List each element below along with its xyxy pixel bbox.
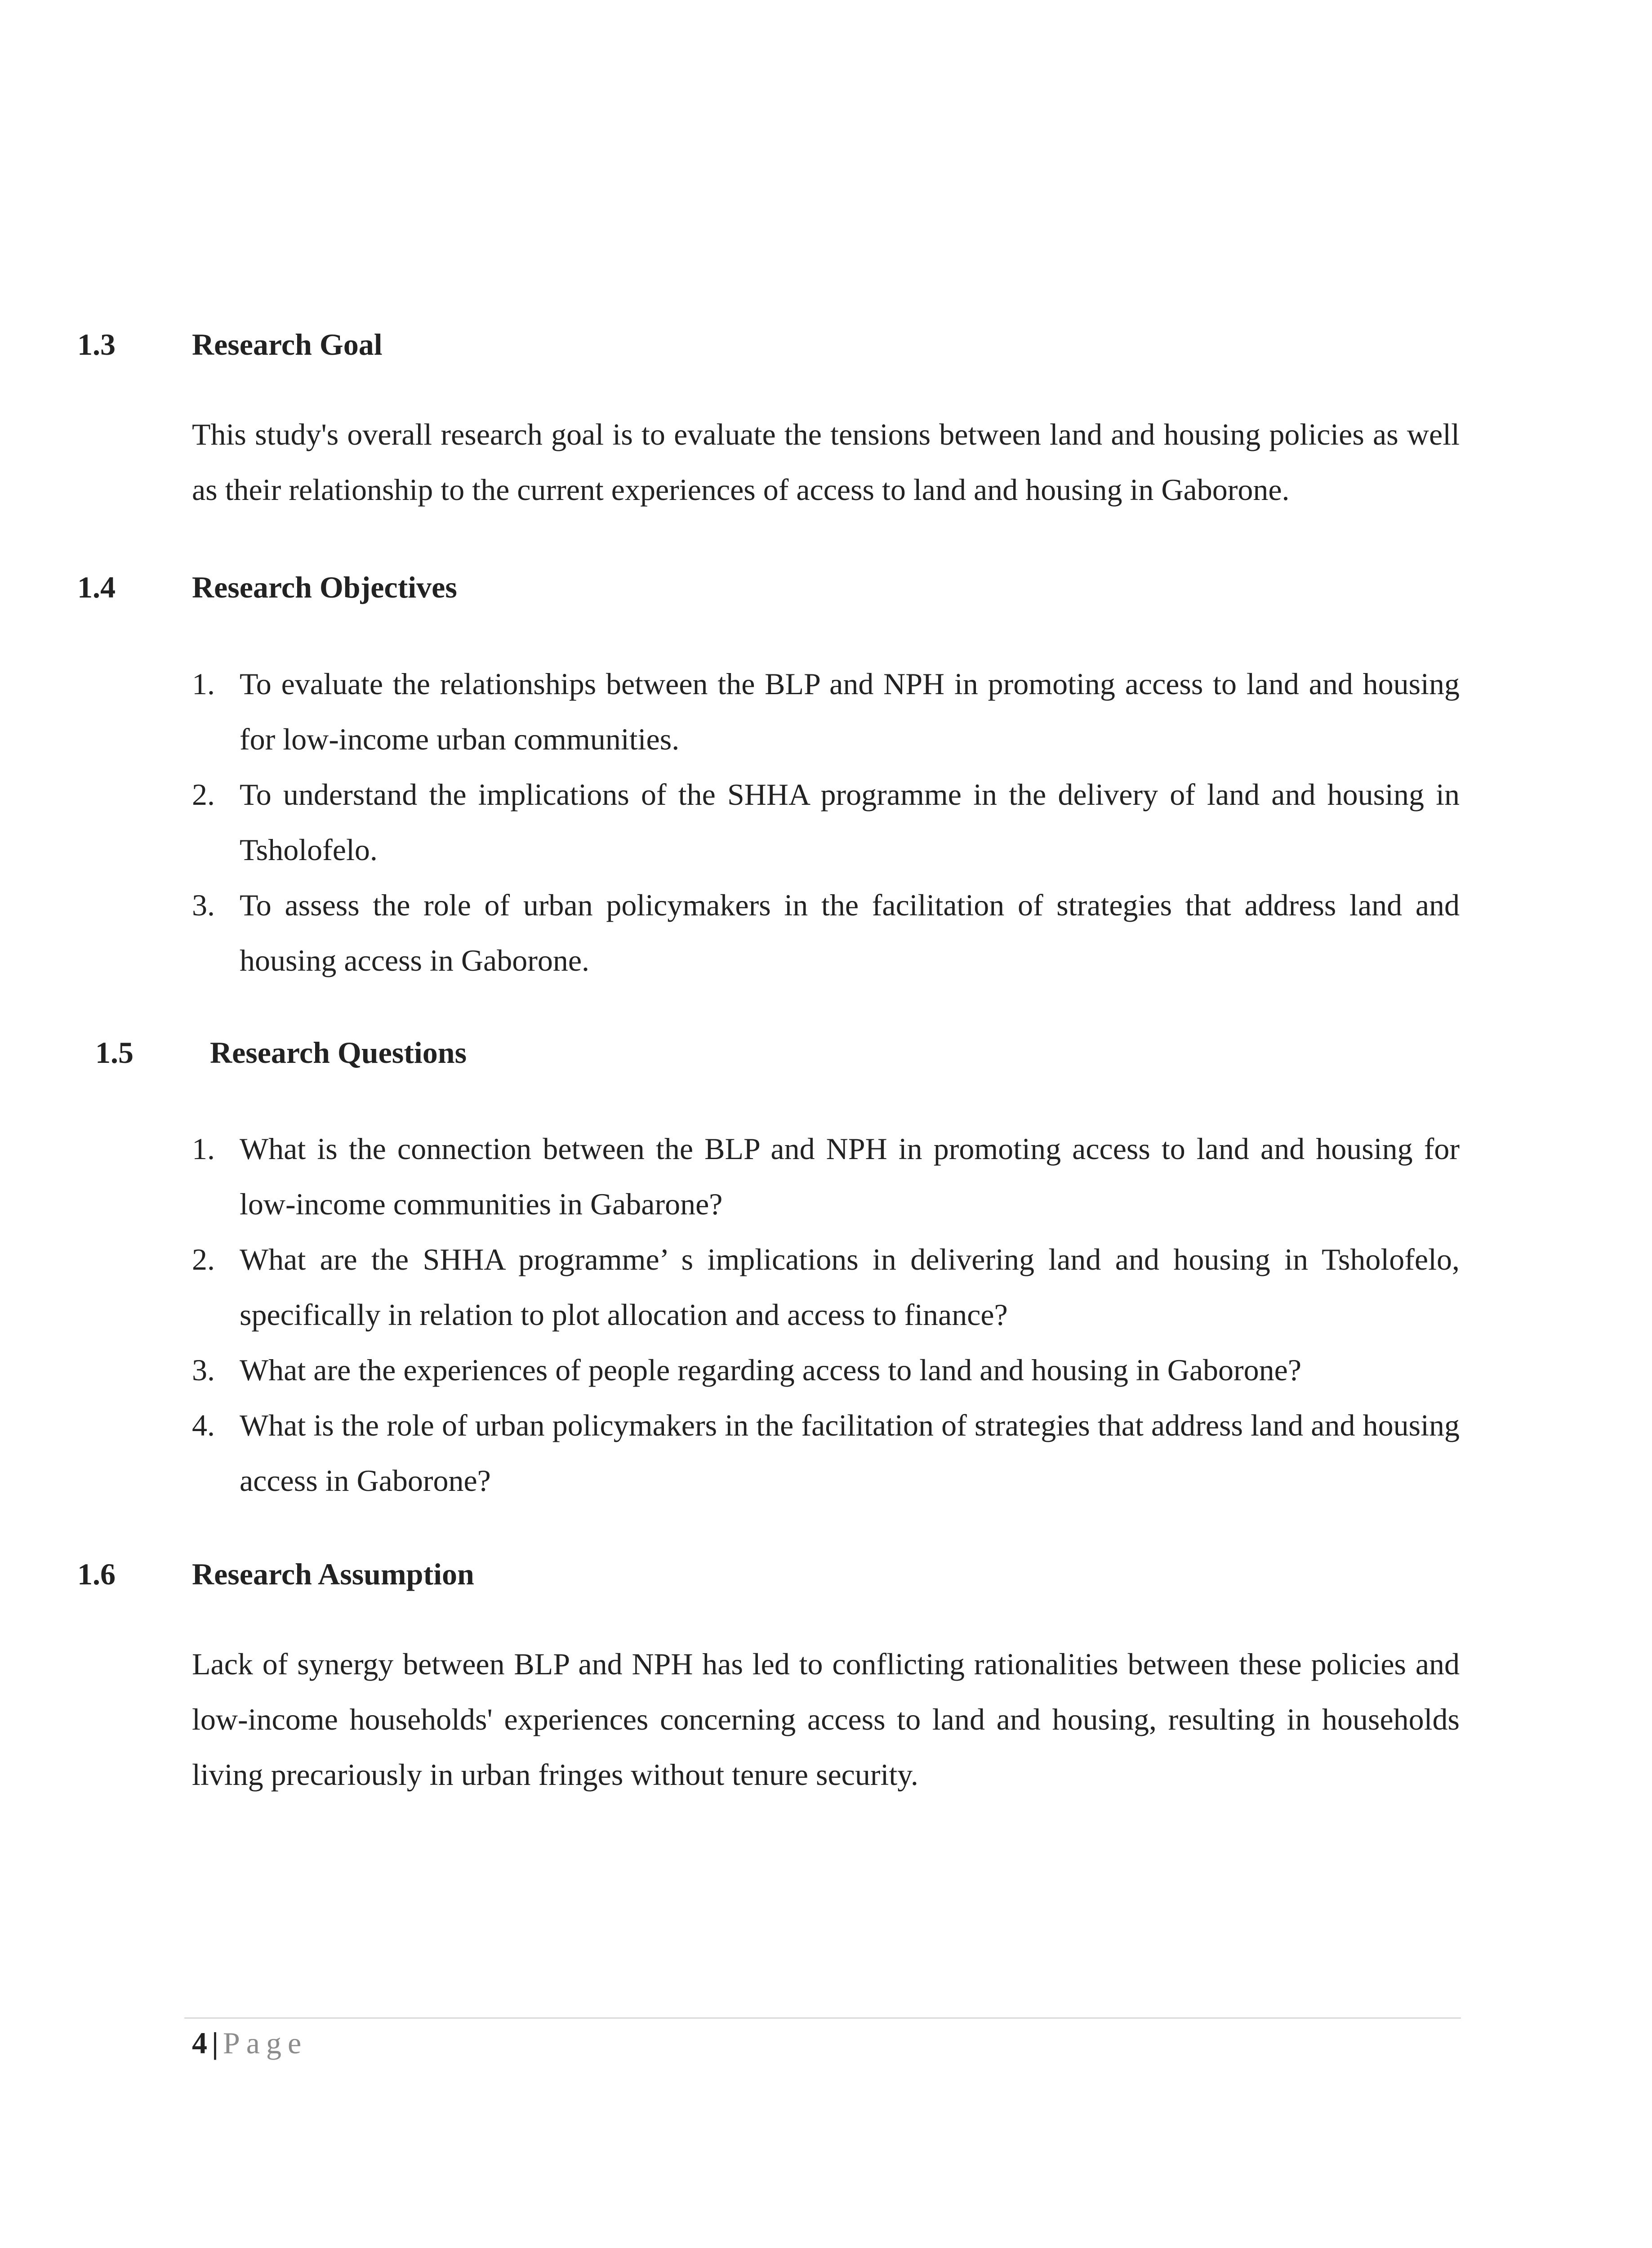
list-item [192,1343,1460,1398]
list-marker: 4. [192,1408,215,1442]
list-item [192,656,1460,767]
list-marker: 2. [192,777,215,812]
list-item-text: To assess the role of urban policymakers in the facilitation of strategies that address land and housing access in Gaborone. [240,888,1460,977]
section-title: Research Assumption [192,1557,474,1591]
list-marker: 1. [192,1132,215,1166]
footer-separator: | [212,2026,218,2060]
section-heading-research-objectives [77,570,457,604]
list-item-text: To evaluate the relationships between the BLP and NPH in promoting access to land and housing for low-income urban communities. [240,667,1460,756]
research-objectives-list [192,656,1460,988]
research-questions-list [192,1121,1460,1508]
research-goal-paragraph: This study's overall research goal is to evaluate the tensions between land and housing policies as well as their relationship to the current experiences of access to land and housing in Gaborone. [192,417,1460,507]
list-item [192,767,1460,878]
list-item-text: What are the SHHA programme’ s implications in delivering land and housing in Tsholofelo, specifically in relation to plot allocation and access to finance? [240,1242,1460,1332]
list-item-text: To understand the implications of the SHHA programme in the delivery of land and housing in Tsholofelo. [240,777,1460,867]
research-assumption-paragraph: Lack of synergy between BLP and NPH has led to conflicting rationalities between these policies and low-income households' experiences concerning access to land and housing, resulting in households living precariously in urban fringes without tenure security. [192,1647,1460,1792]
list-item-text: What is the connection between the BLP and NPH in promoting access to land and housing for low-income communities in Gabarone? [240,1132,1460,1221]
section-heading-research-assumption [77,1557,474,1591]
list-item [192,1232,1460,1343]
list-item-text: What are the experiences of people regarding access to land and housing in Gaborone? [240,1353,1302,1387]
list-marker: 3. [192,888,215,922]
page-number: 4 [192,2026,207,2060]
section-title: Research Goal [192,327,383,361]
page-footer [192,2028,307,2058]
section-title: Research Questions [210,1035,467,1070]
list-marker: 2. [192,1242,215,1276]
section-number: 1.3 [77,327,116,361]
list-item-text: What is the role of urban policymakers in the facilitation of strategies that address land and housing access in Gaborone? [240,1408,1460,1498]
section-title: Research Objectives [192,570,457,604]
section-heading-research-goal [77,327,383,361]
list-item [192,1121,1460,1232]
section-number: 1.4 [77,570,116,604]
list-item [192,1398,1460,1508]
section-number: 1.5 [95,1035,134,1070]
section-heading-research-questions [95,1035,467,1070]
list-marker: 1. [192,667,215,701]
list-item [192,878,1460,988]
list-marker: 3. [192,1353,215,1387]
footer-divider [184,2017,1461,2019]
page-label: Page [223,2026,308,2060]
section-number: 1.6 [77,1557,116,1591]
